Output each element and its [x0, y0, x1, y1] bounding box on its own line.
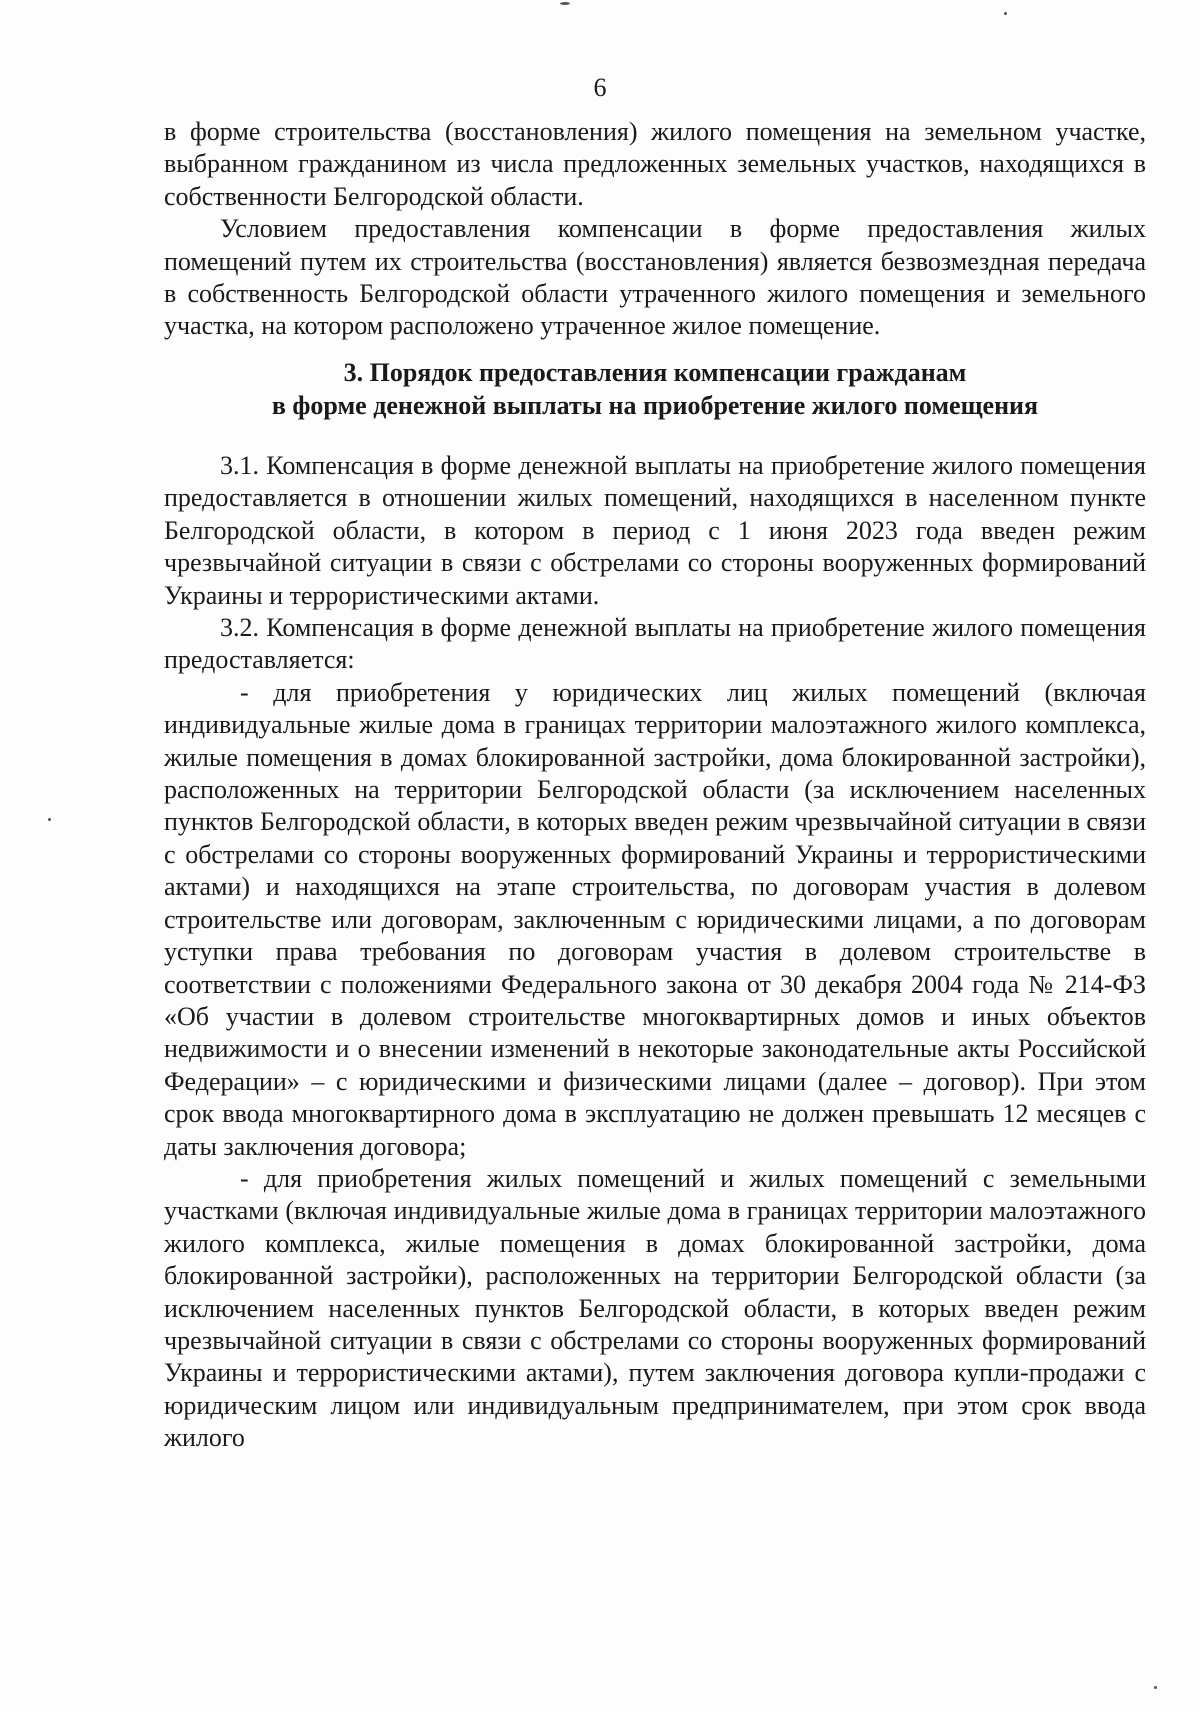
condition-paragraph: Условием предоставления компенсации в форме предоставления жилых помещений путем их строительства (восстановления) является безвозмездная передача в собственность Белгородской области утраченного жилого помещения и земельного участка, на котором расположено утраченное жилое помещение.: [164, 214, 1146, 341]
paragraph-3-1: 3.1. Компенсация в форме денежной выплаты на приобретение жилого помещения предоставляется в отношении жилых помещений, находящихся в населенном пункте Белгородской области, в котором в период с 1 июня 2023 года введен режим чрезвычайной ситуации в связи с обстрелами со стороны вооруженных формирований Украины и террористическими актами.: [164, 451, 1146, 610]
section-3-heading: [164, 356, 1146, 422]
list-item-legal-entities: - для приобретения у юридических лиц жилых помещений (включая индивидуальные жилые дома в границах территории малоэтажного жилого комплекса, жилые помещения в домах блокированной застройки, дома блокированной застройки), расположенных на территории Белгородской области (за исключением населенных пунктов Белгородской области, в которых введен режим чрезвычайной ситуации в связи с обстрелами со стороны вооруженных формирований Украины и террористическими актами) и находящихся на этапе строительства, по договорам участия в долевом строительстве или договорам, заключенным с юридическими лицами, а по договорам уступки права требования по договорам участия в долевом строительстве в соответствии с положениями Федерального закона от 30 декабря 2004 года № 214-ФЗ «Об участии в долевом строительстве многоквартирных домов и иных объектов недвижимости и о внесении изменений в некоторые законодательные акты Российской Федерации» – с юридическими и физическими лицами (далее – договор). При этом срок ввода многоквартирного дома в эксплуатацию не должен превышать 12 месяцев с даты заключения договора;: [164, 677, 1146, 1161]
intro-text-block: [164, 116, 1146, 343]
scan-artifact-corner: [1004, 12, 1007, 15]
list-item-purchase-contract: - для приобретения жилых помещений и жилых помещений с земельными участками (включая индивидуальные жилые дома в границах территории малоэтажного жилого комплекса, жилые помещения в домах блокированной застройки, дома блокированной застройки), расположенных на территории Белгородской области (за исключением населенных пунктов Белгородской области, в которых введен режим чрезвычайной ситуации в связи с обстрелами со стороны вооруженных формирований Украины и террористическими актами), путем заключения договора купли-продажи с юридическим лицом или индивидуальным предпринимателем, при этом срок ввода жилого: [164, 1163, 1146, 1453]
scan-artifact-margin: [48, 818, 51, 821]
page-number: 6: [593, 73, 607, 102]
section-3-heading-line-2: в форме денежной выплаты на приобретение жилого помещения: [271, 391, 1039, 420]
paragraph-3-2: 3.2. Компенсация в форме денежной выплаты на приобретение жилого помещения предоставляется:: [164, 613, 1146, 675]
section-3-body: [164, 450, 1146, 1455]
continuation-paragraph: в форме строительства (восстановления) жилого помещения на земельном участке, выбранном гражданином из числа предложенных земельных участков, находящихся в собственности Белгородской области.: [164, 117, 1146, 211]
scan-artifact-bottom: [1154, 1686, 1157, 1689]
section-3-heading-line-1: 3. Порядок предоставления компенсации гражданам: [343, 358, 967, 387]
scan-artifact-top: [560, 2, 570, 5]
